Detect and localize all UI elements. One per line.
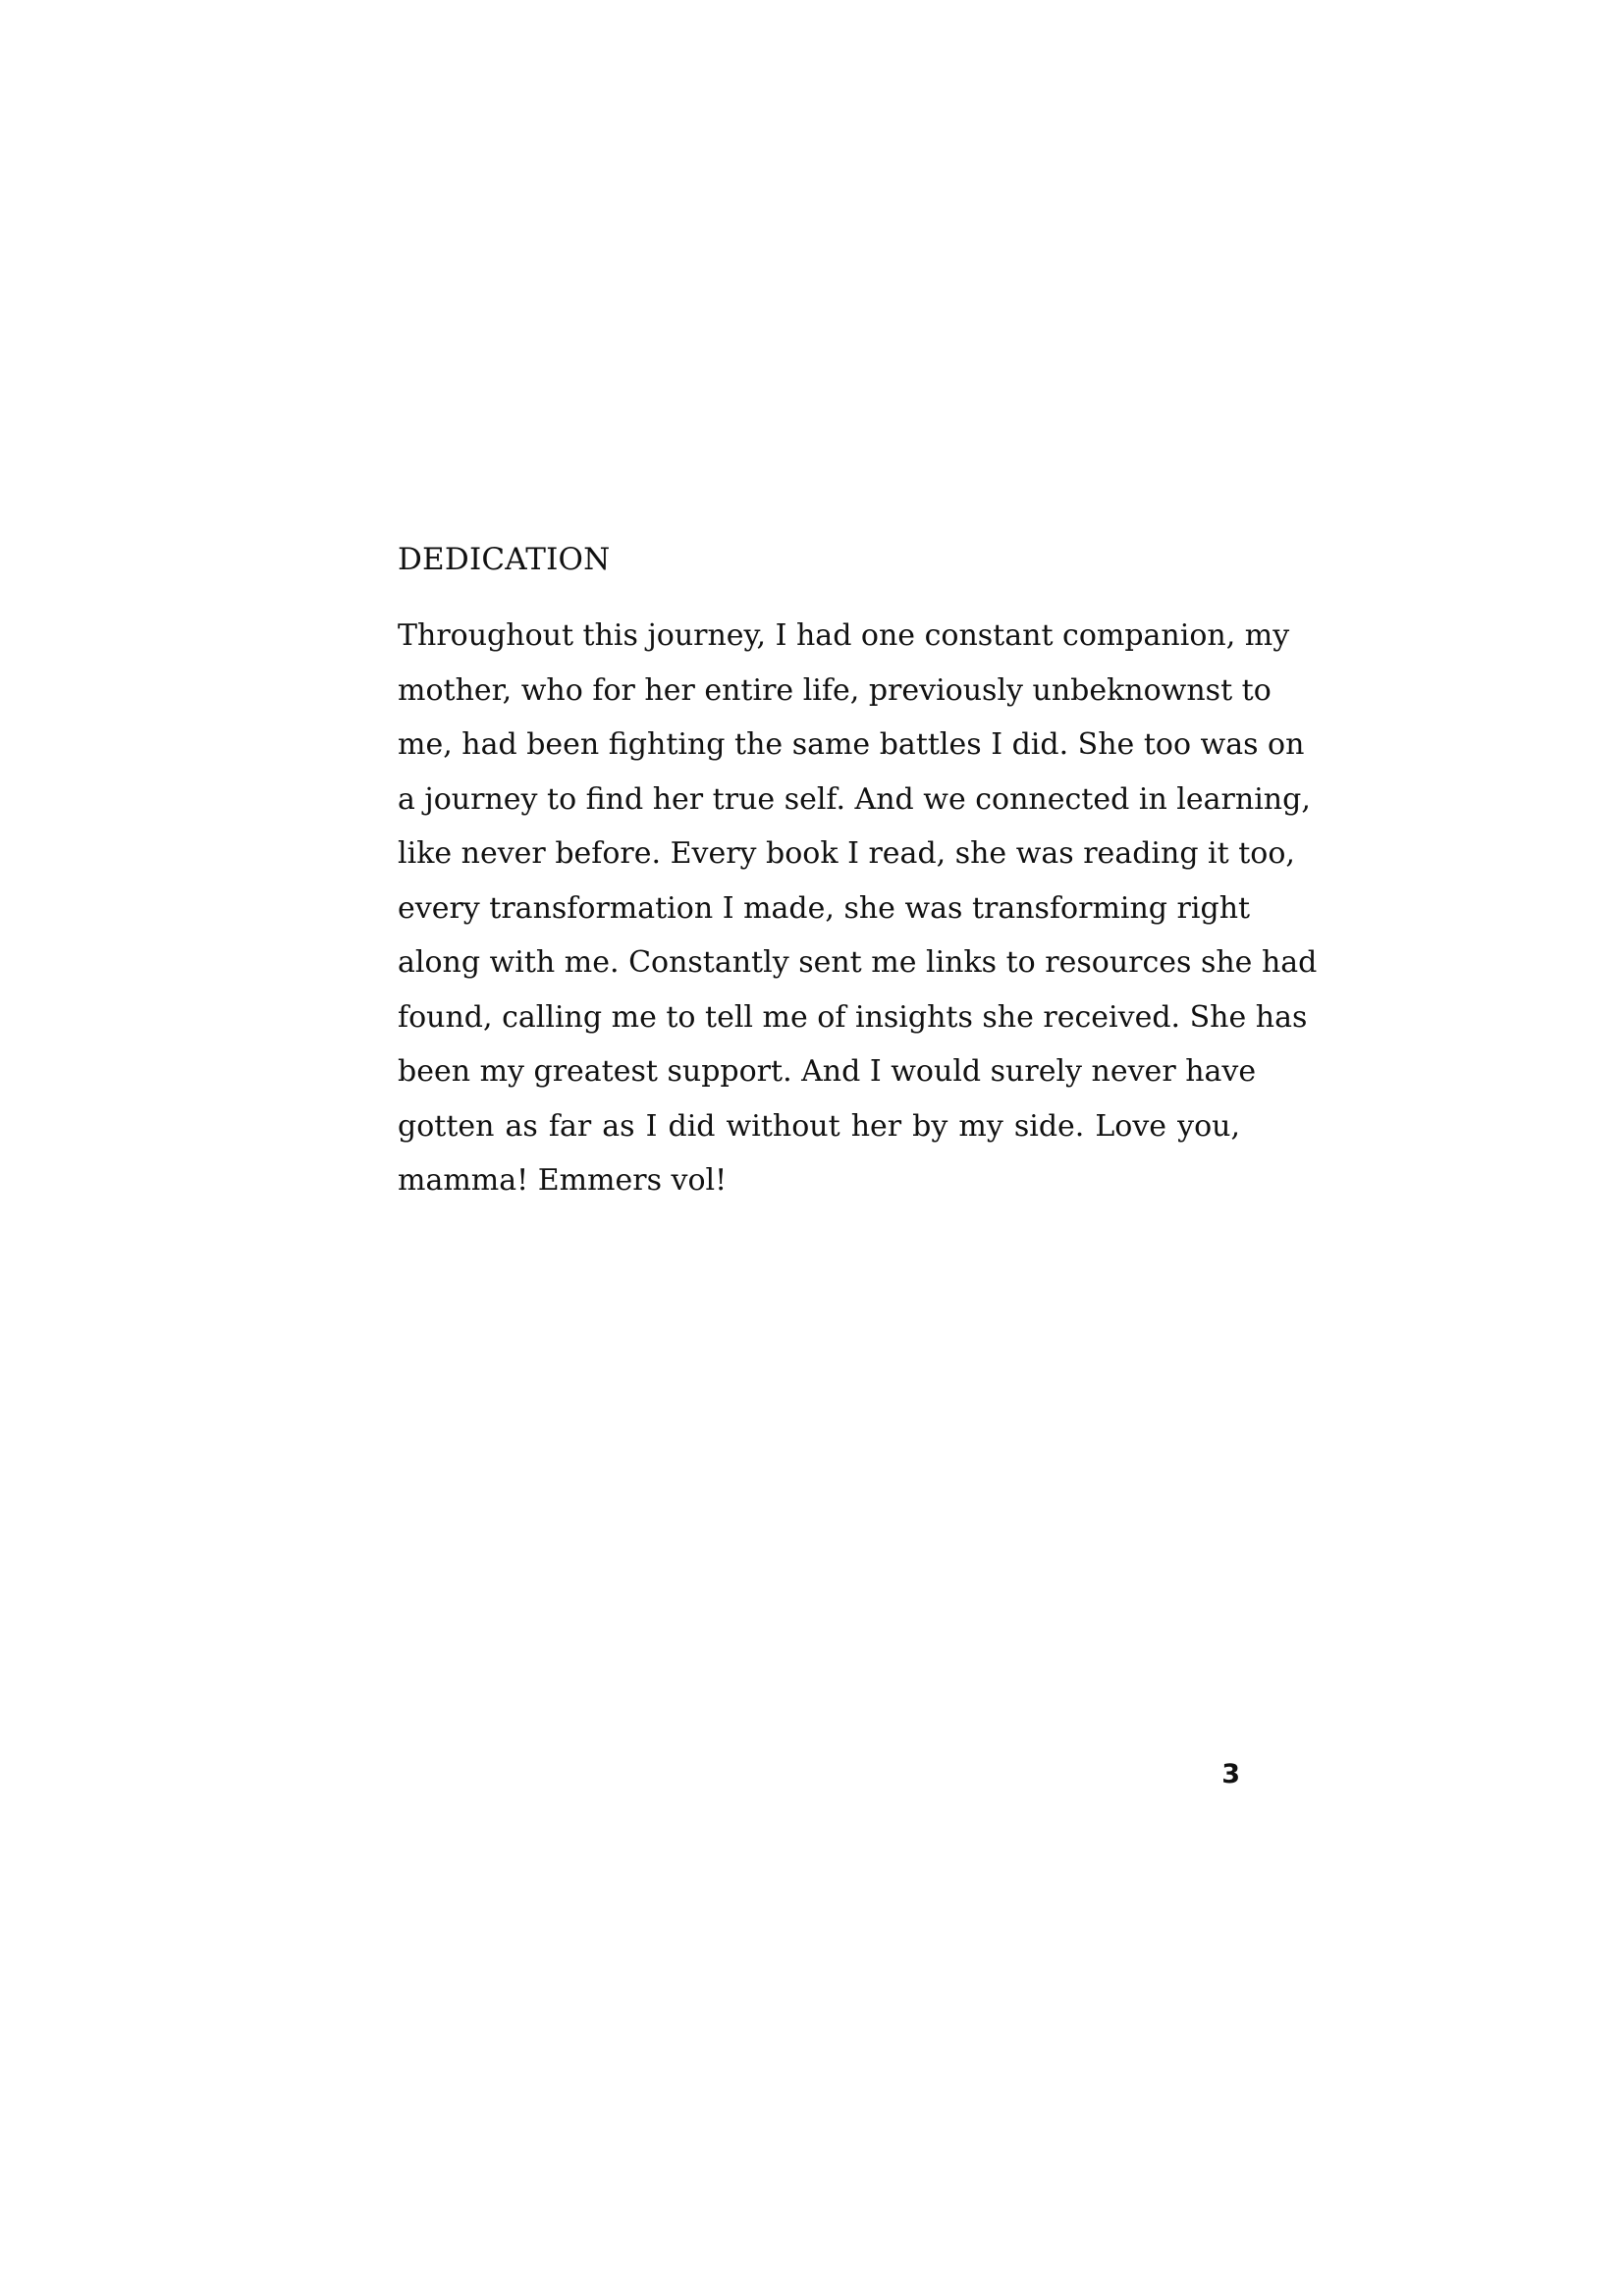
page-number: 3 — [1221, 1759, 1240, 1789]
paragraph-line: like never before. Every book I read, she was reading it too, — [398, 836, 1295, 871]
paragraph-line: been my greatest support. And I would surely never have — [398, 1054, 1257, 1089]
paragraph-line: found, calling me to tell me of insights she received. She has — [398, 999, 1308, 1035]
dedication-heading: DEDICATION — [398, 542, 611, 577]
paragraph-line: a journey to find her true self. And we connected in learning, — [398, 781, 1311, 817]
dedication-section — [398, 538, 1318, 1208]
dedication-paragraph — [398, 609, 1318, 1208]
paragraph-line: along with me. Constantly sent me links to resources she had — [398, 945, 1318, 980]
paragraph-line: mother, who for her entire life, previously unbeknownst to — [398, 672, 1272, 708]
paragraph-line: Throughout this journey, I had one constant companion, my — [398, 618, 1290, 653]
paragraph-line: gotten as far as I did without her by my side. Love you, — [398, 1108, 1240, 1144]
paragraph-line: mamma! Emmers vol! — [398, 1163, 728, 1198]
paragraph-line: every transformation I made, she was transforming right — [398, 890, 1251, 926]
paragraph-line: me, had been fighting the same battles I did. She too was on — [398, 727, 1305, 762]
